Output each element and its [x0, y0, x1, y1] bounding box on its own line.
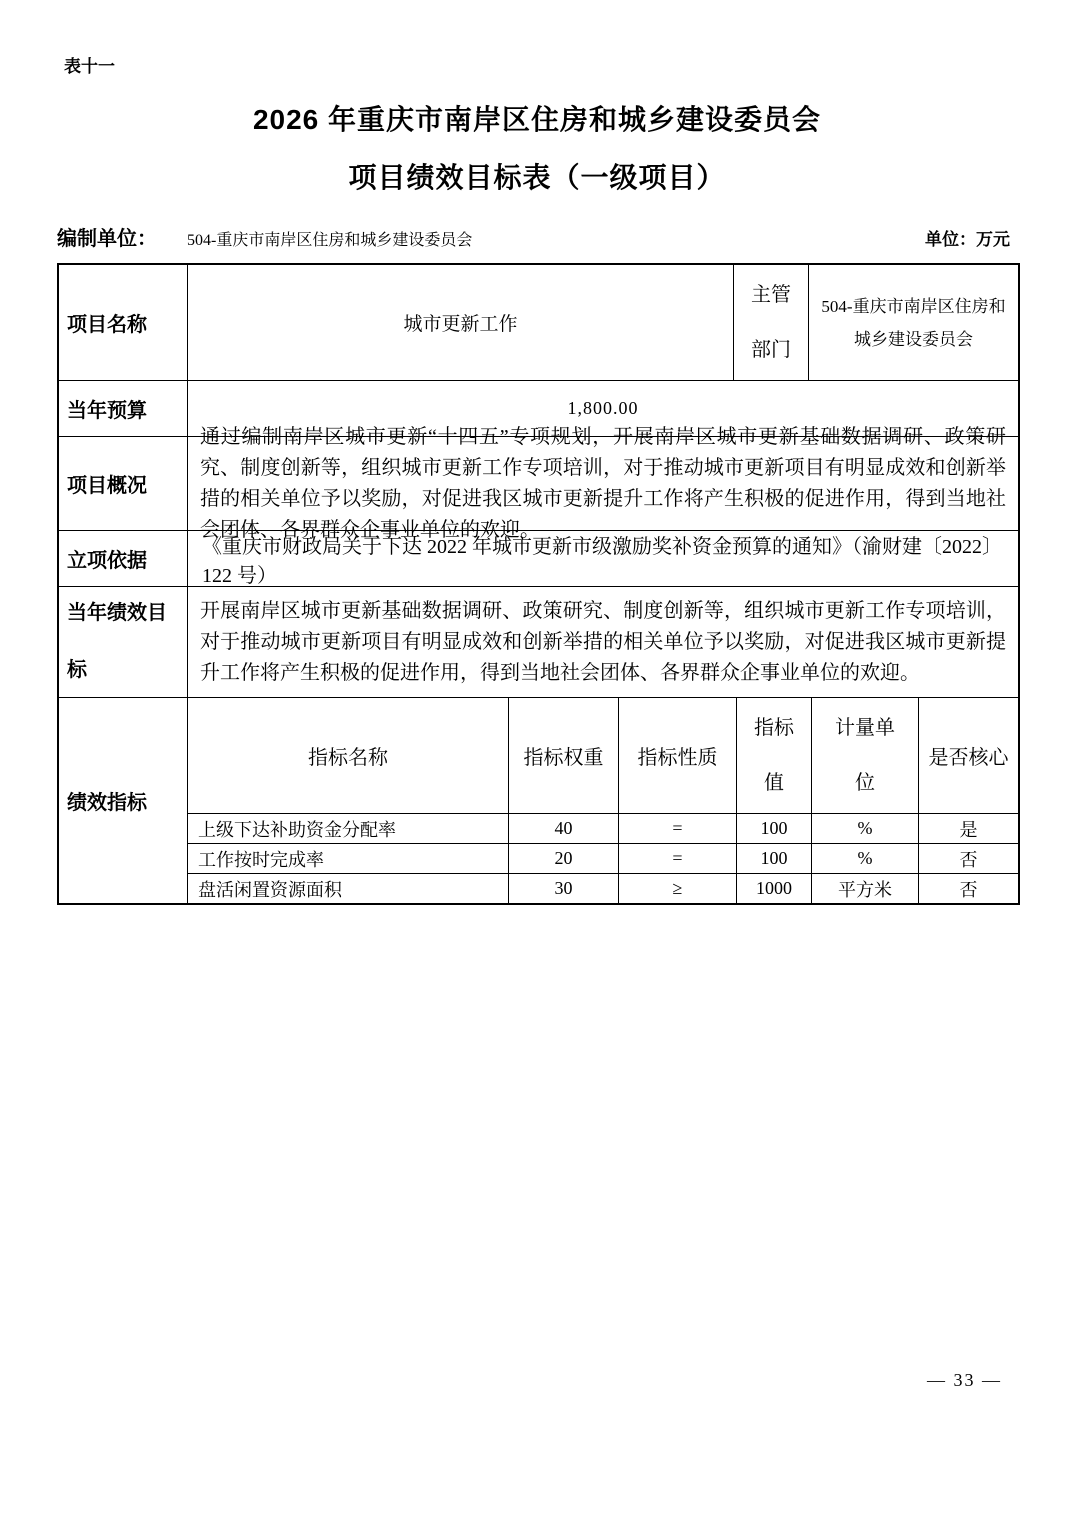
- indicator-row: [188, 814, 1018, 844]
- annual-target-value: [188, 587, 1018, 697]
- header-measure-unit: [812, 698, 919, 813]
- indicator-row: [188, 874, 1018, 903]
- indicator-header-row: [188, 698, 1018, 814]
- indicator-is-core: 否: [959, 879, 978, 900]
- document-title-line1: 2026 年重庆市南岸区住房和城乡建设委员会: [252, 104, 822, 135]
- basis-label: 立项依据: [59, 531, 188, 586]
- indicator-unit: %: [812, 814, 919, 843]
- budget-label: 当年预算: [59, 381, 188, 436]
- table-row: [59, 587, 1018, 698]
- dept-value: 504-重庆市南岸区住房和城乡建设委员会: [821, 296, 1006, 349]
- indicator-weight: 20: [509, 844, 619, 873]
- budget-value: 1,800.00: [567, 398, 639, 418]
- indicator-weight: 40: [509, 814, 619, 843]
- header-indicator-value-text: 指标值: [754, 716, 794, 794]
- indicator-value: 100: [737, 844, 812, 873]
- indicator-nature: ≥: [619, 874, 737, 903]
- indicator-subtable: [188, 698, 1018, 903]
- prepare-unit-label: 编制单位：: [57, 228, 157, 250]
- indicator-unit: 平方米: [812, 874, 919, 903]
- indicator-nature: =: [619, 844, 737, 873]
- header-indicator-name: 指标名称: [188, 698, 509, 813]
- currency-unit-note: 单位：万元: [925, 230, 1010, 249]
- indicator-is-core: 是: [959, 819, 978, 840]
- indicator-name: 上级下达补助资金分配率: [188, 814, 509, 843]
- indicator-weight: 30: [509, 874, 619, 903]
- prepare-unit-value: 504-重庆市南岸区住房和城乡建设委员会: [187, 232, 473, 249]
- table-row: [59, 265, 1018, 381]
- header-indicator-value: [737, 698, 812, 813]
- header-measure-unit-text: 计量单位: [835, 716, 895, 794]
- table-row-indicators: [59, 698, 1018, 903]
- overview-value: [188, 425, 1018, 541]
- annual-target-label: 当年绩效目标: [67, 602, 167, 681]
- indicator-row: [188, 844, 1018, 874]
- indicator-name: 工作按时完成率: [188, 844, 509, 873]
- document-title-line2: 项目绩效目标表（一级项目）: [348, 162, 726, 193]
- dept-label-cell: [734, 265, 809, 380]
- indicator-name: 盘活闲置资源面积: [188, 874, 509, 903]
- indicator-value: 1000: [737, 874, 812, 903]
- indicator-unit: %: [812, 844, 919, 873]
- header-indicator-nature: 指标性质: [619, 698, 737, 813]
- overview-label: 项目概况: [59, 437, 188, 530]
- indicator-is-core: 否: [959, 849, 978, 870]
- indicators-label: 绩效指标: [59, 698, 188, 903]
- project-name-label: 项目名称: [59, 265, 188, 380]
- table-index-label: 表十一: [64, 57, 115, 76]
- indicator-nature: =: [619, 814, 737, 843]
- performance-target-table: [57, 263, 1020, 905]
- table-row: [59, 425, 1018, 541]
- meta-row: [57, 222, 1020, 251]
- dept-label: 主管部门: [751, 283, 791, 361]
- page-number: — 33 —: [927, 1370, 1002, 1390]
- table-row: [59, 531, 1018, 587]
- document-titles: [0, 0, 1074, 196]
- basis-value: 《重庆市财政局关于下达 2022 年城市更新市级激励奖补资金预算的通知》（渝财建〔2022〕122 号）: [202, 535, 1002, 587]
- indicator-value: 100: [737, 814, 812, 843]
- overview-text: 通过编制南岸区城市更新“十四五”专项规划，开展南岸区城市更新基础数据调研、政策研究、制度创新等，组织城市更新工作专项培训，对于推动城市更新项目有明显成效和创新举措的相关单位予以奖励，对促进我区城市更新提升工作将产生积极的促进作用，得到当地社会团体、各界群众企事业单位的欢迎。: [200, 425, 1006, 541]
- annual-target-label-cell: [59, 587, 188, 697]
- project-name-value: 城市更新工作: [188, 265, 734, 380]
- header-indicator-weight: 指标权重: [509, 698, 619, 813]
- header-is-core: 是否核心: [928, 747, 1009, 769]
- annual-target-text: 开展南岸区城市更新基础数据调研、政策研究、制度创新等，组织城市更新工作专项培训，对于推动城市更新项目有明显成效和创新举措的相关单位予以奖励，对促进我区城市更新提升工作将产生积极的促进作用，得到当地社会团体、各界群众企事业单位的欢迎。: [200, 599, 1006, 684]
